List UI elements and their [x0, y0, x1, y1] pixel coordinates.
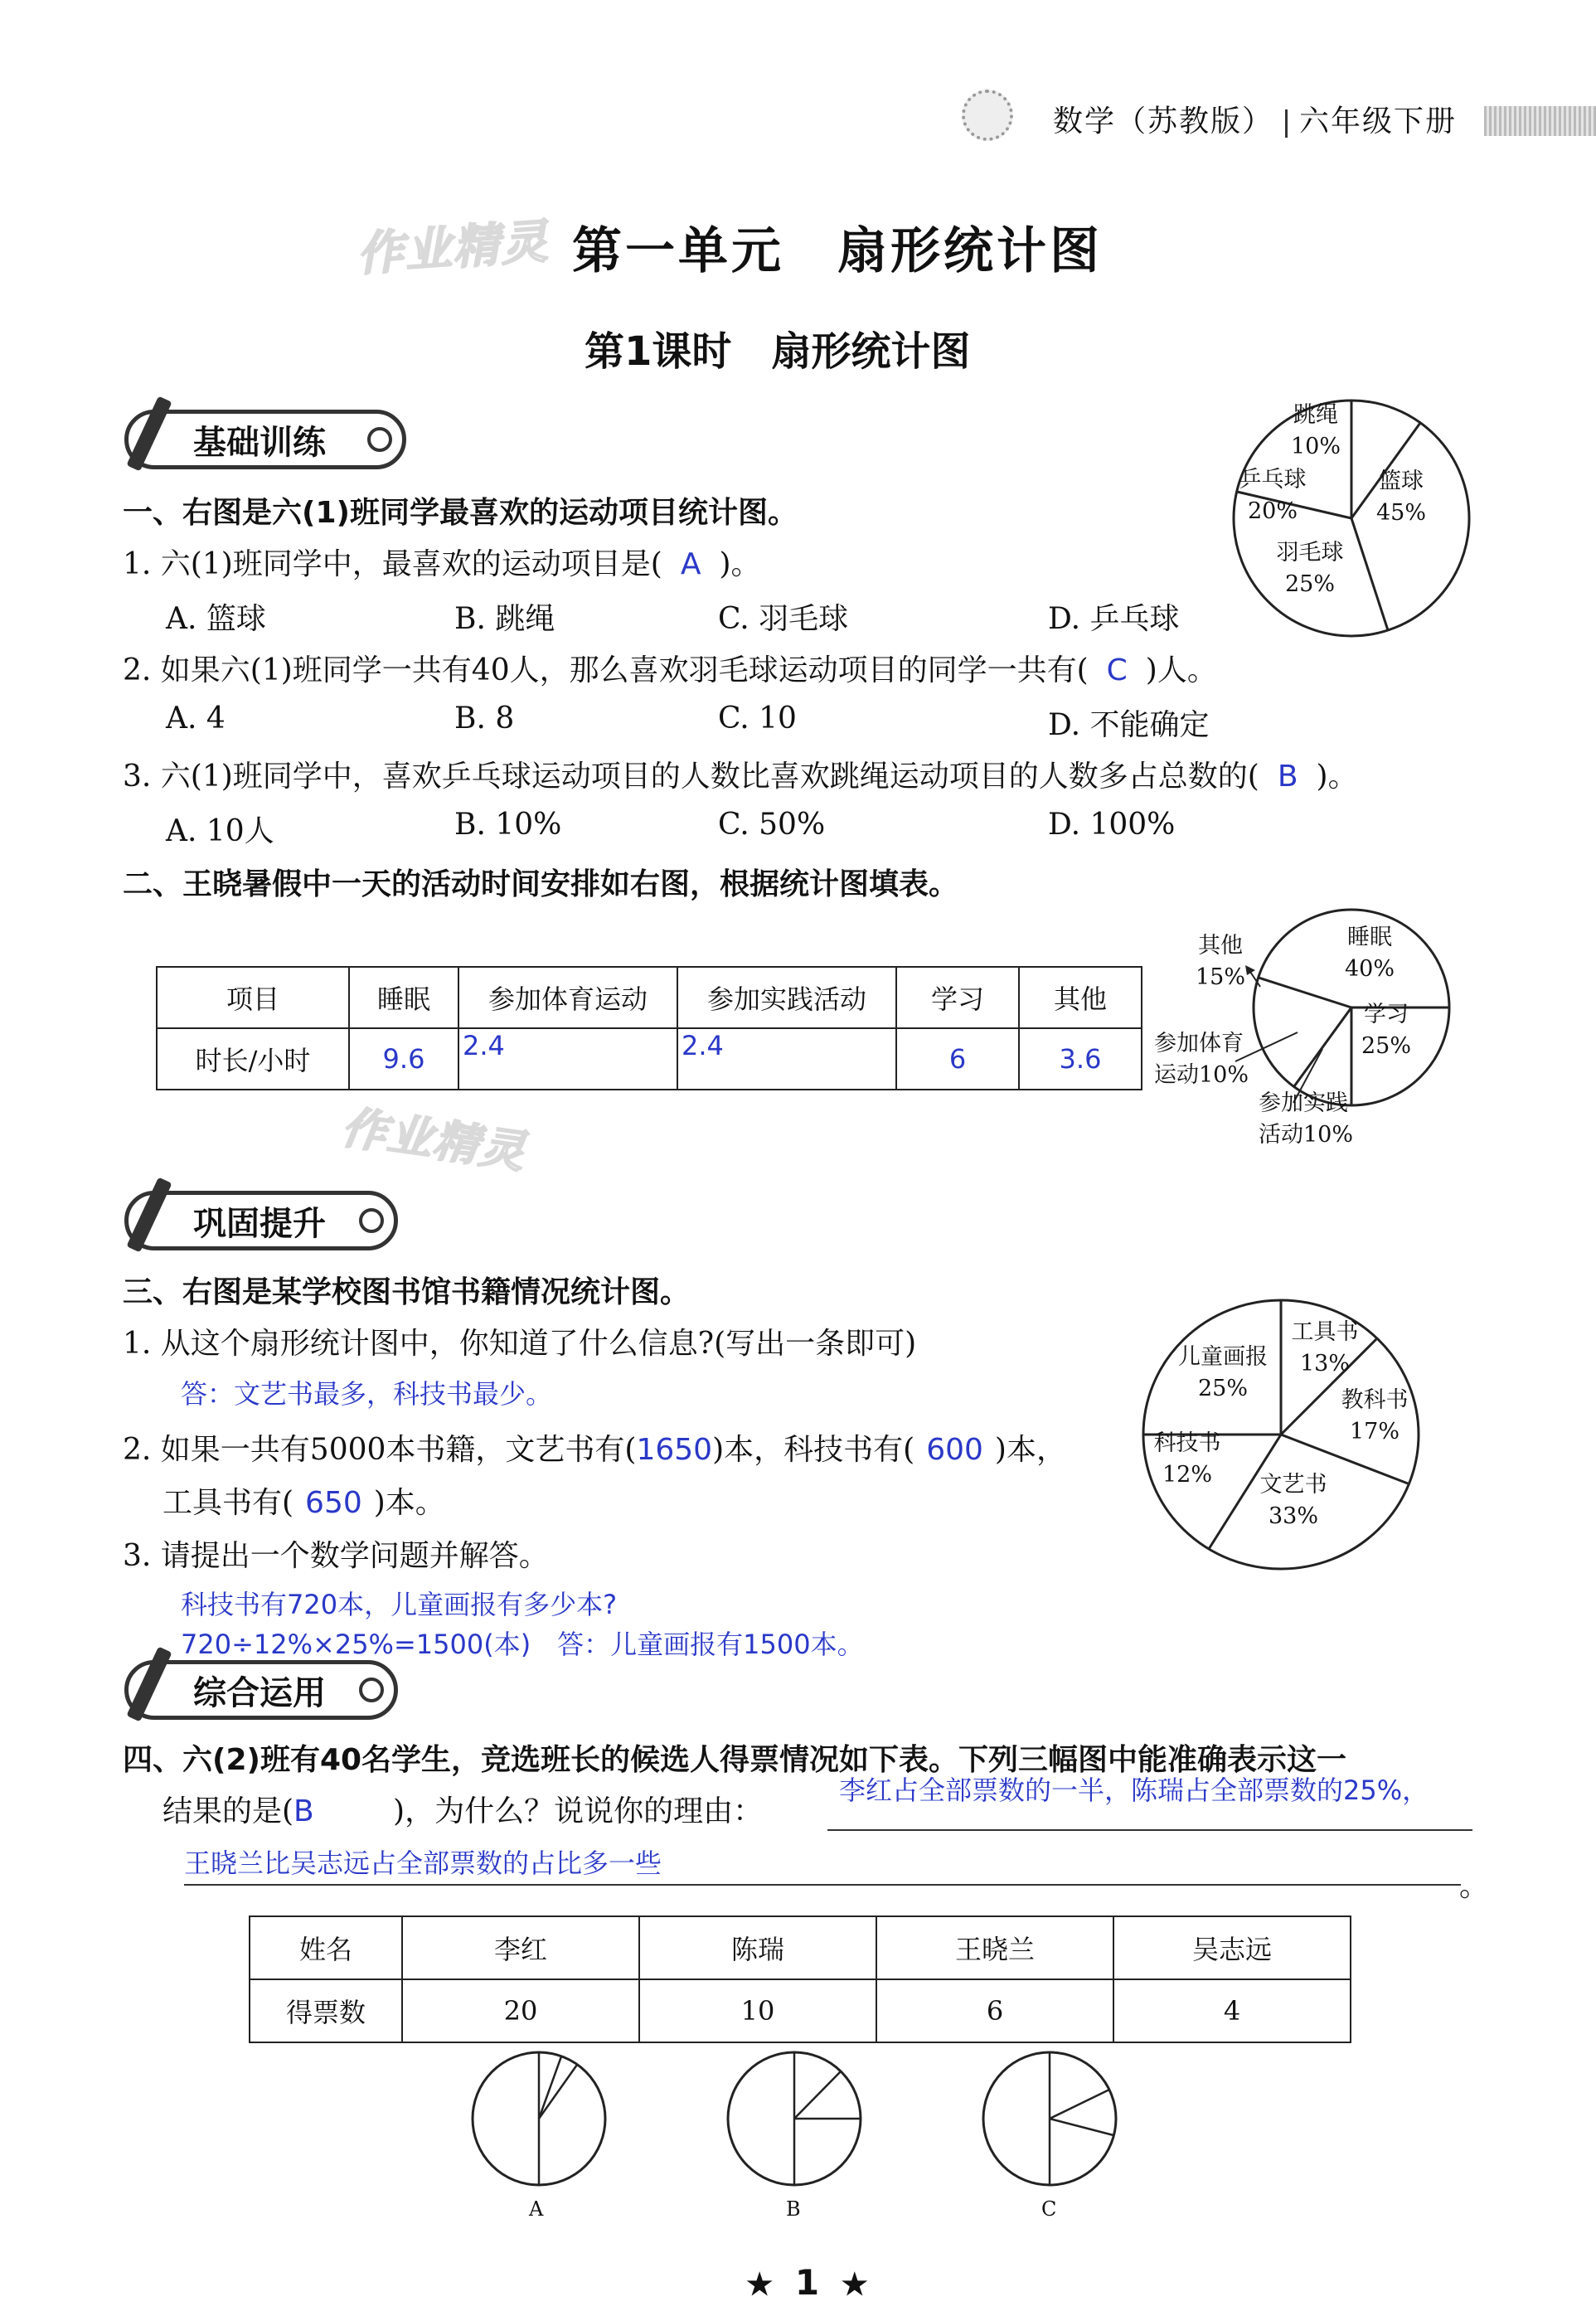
sports-label-pingpong-value: 20%: [1247, 498, 1298, 524]
q4-header-cell: 李红: [402, 1916, 639, 1979]
section-apply-label: 综合运用: [193, 1673, 326, 1712]
activity-label-other-name: 其他: [1198, 933, 1243, 959]
q1-sub3-answer: B: [1277, 760, 1298, 794]
page-header: [1053, 98, 1457, 140]
q4-value-cell: 10: [639, 1979, 876, 2042]
activity-label-sport: [1154, 1028, 1262, 1091]
option-label-a: A: [529, 2197, 544, 2221]
header-divider: [1285, 109, 1288, 138]
q2-header-cell: 学习: [896, 967, 1019, 1028]
section-apply: [124, 1660, 398, 1720]
q3-sub1: 1. 从这个扇形统计图中，你知道了什么信息?(写出一条即可): [123, 1327, 917, 1361]
sports-label-basketball-name: 篮球: [1379, 469, 1424, 494]
section-basic-label: 基础训练: [193, 423, 326, 462]
activity-label-study-name: 学习: [1364, 1002, 1409, 1027]
q3-sub2-text-b: )本，科技书有(: [712, 1433, 915, 1467]
q3-sub2-line2: [163, 1479, 445, 1522]
q1-sub2: [123, 647, 1217, 689]
q2-table-header-row: [157, 967, 1142, 1028]
q1-sub1-end: )。: [719, 547, 761, 581]
q2-header-cell: 睡眠: [349, 967, 458, 1028]
q1-sub2-option-d: D. 不能确定: [1048, 708, 1210, 742]
q1-sub1: [123, 541, 761, 583]
library-label-literature-value: 33%: [1268, 1503, 1318, 1529]
section-basic: [124, 410, 406, 469]
sports-label-basketball-value: 45%: [1375, 500, 1426, 526]
header-decoration: [1484, 106, 1596, 136]
activity-label-practice: [1259, 1088, 1366, 1151]
q3-sub2-text-a: 2. 如果一共有5000本书籍，文艺书有(: [123, 1433, 637, 1467]
ring-icon: [359, 1678, 384, 1702]
page-number: 1: [794, 2262, 820, 2303]
page-footer: [746, 2262, 868, 2303]
library-label-textbook-name: 教科书: [1341, 1387, 1409, 1413]
library-label-textbook: [1333, 1385, 1416, 1448]
q2-value-cell: 3.6: [1019, 1028, 1142, 1090]
q3-sub2-text-d: 工具书有(: [163, 1486, 294, 1520]
q4-value-cell: 20: [402, 1979, 639, 2042]
library-label-textbook-value: 17%: [1349, 1419, 1400, 1444]
q4-stem-text: 四、六(2)班有40名学生，竞选班长的候选人得票情况如下表。下列三幅图中能准确表示这一: [123, 1743, 1347, 1777]
watermark: 作业精灵: [355, 214, 551, 283]
sports-label-jump-name: 跳绳: [1293, 402, 1338, 428]
q1-sub3-text: 3. 六(1)班同学中，喜欢乒乓球运动项目的人数比喜欢跳绳运动项目的人数多占总数的(: [123, 760, 1259, 794]
q3-sub2: [123, 1426, 1066, 1469]
activity-label-practice-value: 活动10%: [1259, 1122, 1354, 1148]
q1-sub3-option-b: B. 10%: [454, 808, 562, 842]
q3-sub2-answer-literature: 1650: [636, 1433, 713, 1467]
watermark: 作业精灵: [338, 1100, 530, 1179]
q3-sub2-answer-science: 600: [926, 1433, 983, 1467]
sports-label-jump-value: 10%: [1290, 434, 1341, 459]
q4-row-label: 得票数: [250, 1979, 402, 2042]
activity-label-other: [1187, 930, 1254, 993]
q2-value-cell: 6: [896, 1028, 1019, 1090]
q3-sub2-text-e: )本。: [373, 1486, 445, 1520]
ring-icon: [359, 1208, 384, 1233]
pencil-icon: [126, 396, 172, 472]
q1-sub2-option-a: A. 4: [166, 702, 226, 736]
q1-sub1-option-c: C. 羽毛球: [718, 602, 849, 636]
activity-label-practice-name: 参加实践: [1259, 1090, 1348, 1116]
ring-icon: [367, 427, 392, 452]
lesson-title: 第1课时 扇形统计图: [585, 328, 971, 375]
library-label-science-name: 科技书: [1153, 1430, 1221, 1456]
star-icon: ★: [841, 2267, 868, 2302]
option-pie-a: [468, 2048, 609, 2189]
q4-line2-end: )，为什么？说说你的理由：: [393, 1794, 764, 1828]
q4-reason-underline: [827, 1829, 1472, 1831]
sports-label-jump: [1287, 400, 1345, 463]
q4-table-header-row: [250, 1916, 1351, 1979]
library-label-children-name: 儿童画报: [1178, 1344, 1268, 1370]
q2-header-cell: 参加体育运动: [458, 967, 677, 1028]
q1-stem: 一、右图是六(1)班同学最喜欢的运动项目统计图。: [123, 496, 798, 530]
sports-label-pingpong: [1235, 464, 1310, 527]
q4-value-cell: 4: [1113, 1979, 1351, 2042]
library-label-tools-value: 13%: [1299, 1351, 1350, 1376]
q4-header-cell: 姓名: [250, 1916, 402, 1979]
activity-label-sleep-value: 40%: [1344, 956, 1395, 982]
sports-label-badminton-name: 羽毛球: [1276, 540, 1344, 566]
q3-sub1-answer: 答：文艺书最多，科技书最少。: [181, 1378, 553, 1410]
activity-label-sport-value: 运动10%: [1154, 1062, 1249, 1088]
q2-header-cell: 项目: [157, 967, 349, 1028]
activity-label-sleep-name: 睡眠: [1347, 925, 1392, 950]
activity-label-other-value: 15%: [1195, 964, 1245, 990]
q2-value-cell: 9.6: [349, 1028, 458, 1090]
pencil-icon: [126, 1647, 172, 1722]
q1-sub2-text: 2. 如果六(1)班同学一共有40人，那么喜欢羽毛球运动项目的同学一共有(: [123, 653, 1089, 687]
q3-sub3-answer-question: 科技书有720本，儿童画报有多少本?: [181, 1589, 618, 1620]
q4-table: [249, 1915, 1351, 2043]
q3-sub2-answer-tools: 650: [305, 1486, 362, 1520]
q2-value-cell: 2.4: [677, 1028, 896, 1090]
header-grade: 六年级下册: [1299, 104, 1458, 138]
activity-label-study-value: 25%: [1361, 1033, 1411, 1059]
q2-stem: 二、王晓暑假中一天的活动时间安排如右图，根据统计图填表。: [123, 867, 959, 901]
q2-table: [156, 966, 1142, 1090]
pencil-icon: [126, 1177, 172, 1253]
library-label-science-value: 12%: [1162, 1462, 1212, 1488]
q1-sub1-option-b: B. 跳绳: [454, 602, 555, 636]
sports-label-basketball: [1368, 466, 1434, 529]
library-label-tools-name: 工具书: [1291, 1319, 1359, 1345]
q2-header-cell: 参加实践活动: [677, 967, 896, 1028]
q1-sub3-end: )。: [1316, 760, 1358, 794]
header-book: 数学（苏教版）: [1053, 104, 1274, 138]
section-consolidate-label: 巩固提升: [193, 1204, 326, 1243]
sports-label-badminton-value: 25%: [1284, 571, 1335, 597]
q4-answer: B: [293, 1794, 314, 1828]
option-pie-c: [979, 2048, 1120, 2189]
q3-sub3: 3. 请提出一个数学问题并解答。: [123, 1539, 549, 1573]
q1-sub3: [123, 753, 1358, 795]
q4-header-cell: 吴志远: [1113, 1916, 1351, 1979]
q1-sub3-option-a: A. 10人: [166, 814, 274, 848]
q4-table-row: [250, 1979, 1351, 2042]
q4-header-cell: 陈瑞: [639, 1916, 876, 1979]
q1-sub1-text: 1. 六(1)班同学中，最喜欢的运动项目是(: [123, 547, 662, 581]
star-icon: ★: [746, 2267, 774, 2302]
q3-sub3-answer-solution: 720÷12%×25%=1500(本) 答：儿童画报有1500本。: [181, 1629, 864, 1660]
q1-sub3-option-d: D. 100%: [1048, 808, 1176, 842]
q1-sub1-answer: A: [680, 547, 701, 581]
option-label-c: C: [1041, 2197, 1057, 2221]
activity-label-sport-name: 参加体育: [1154, 1031, 1244, 1056]
activity-label-sleep: [1336, 922, 1403, 985]
library-label-children: [1169, 1342, 1277, 1405]
section-consolidate: [124, 1191, 398, 1250]
q1-sub3-option-c: C. 50%: [718, 808, 826, 842]
q4-reason-line1: 李红占全部票数的一半，陈瑞占全部票数的25%，: [839, 1775, 1429, 1806]
q1-sub2-option-c: C. 10: [718, 702, 797, 736]
q3-sub2-text-c: )本，: [994, 1433, 1066, 1467]
q1-sub2-answer: C: [1106, 653, 1128, 687]
q4-end-mark: 。: [1459, 1869, 1490, 1903]
q4-value-cell: 6: [876, 1979, 1113, 2042]
q1-sub1-option-a: A. 篮球: [166, 602, 266, 636]
q4-header-cell: 王晓兰: [876, 1916, 1113, 1979]
q1-sub2-option-b: B. 8: [454, 702, 515, 736]
library-label-tools: [1283, 1317, 1366, 1380]
library-label-children-value: 25%: [1197, 1376, 1248, 1401]
option-label-b: B: [786, 2197, 801, 2221]
q4-line2-text: 结果的是(: [163, 1794, 294, 1828]
library-label-literature: [1252, 1469, 1335, 1532]
library-label-literature-name: 文艺书: [1259, 1472, 1327, 1498]
q1-sub1-option-d: D. 乒乓球: [1048, 602, 1180, 636]
library-label-science: [1146, 1428, 1229, 1491]
sun-logo-icon: [962, 90, 1013, 141]
q2-value-cell: 2.4: [458, 1028, 677, 1090]
unit-title: 第一单元 扇形统计图: [572, 222, 1103, 280]
option-pie-b: [724, 2048, 865, 2189]
q4-reason-line2: 王晓兰比吴志远占全部票数的占比多一些: [184, 1847, 662, 1879]
q2-row-label: 时长/小时: [157, 1028, 349, 1090]
activity-label-study: [1353, 999, 1419, 1062]
q4-line2: [163, 1788, 763, 1830]
q4-reason-underline: [184, 1884, 1461, 1886]
q1-sub2-end: )人。: [1145, 653, 1217, 687]
sports-label-pingpong-name: 乒乓球: [1239, 467, 1307, 493]
sports-label-badminton: [1273, 537, 1347, 600]
q2-table-row: [157, 1028, 1142, 1090]
q3-stem: 三、右图是某学校图书馆书籍情况统计图。: [123, 1275, 691, 1309]
q2-header-cell: 其他: [1019, 967, 1142, 1028]
